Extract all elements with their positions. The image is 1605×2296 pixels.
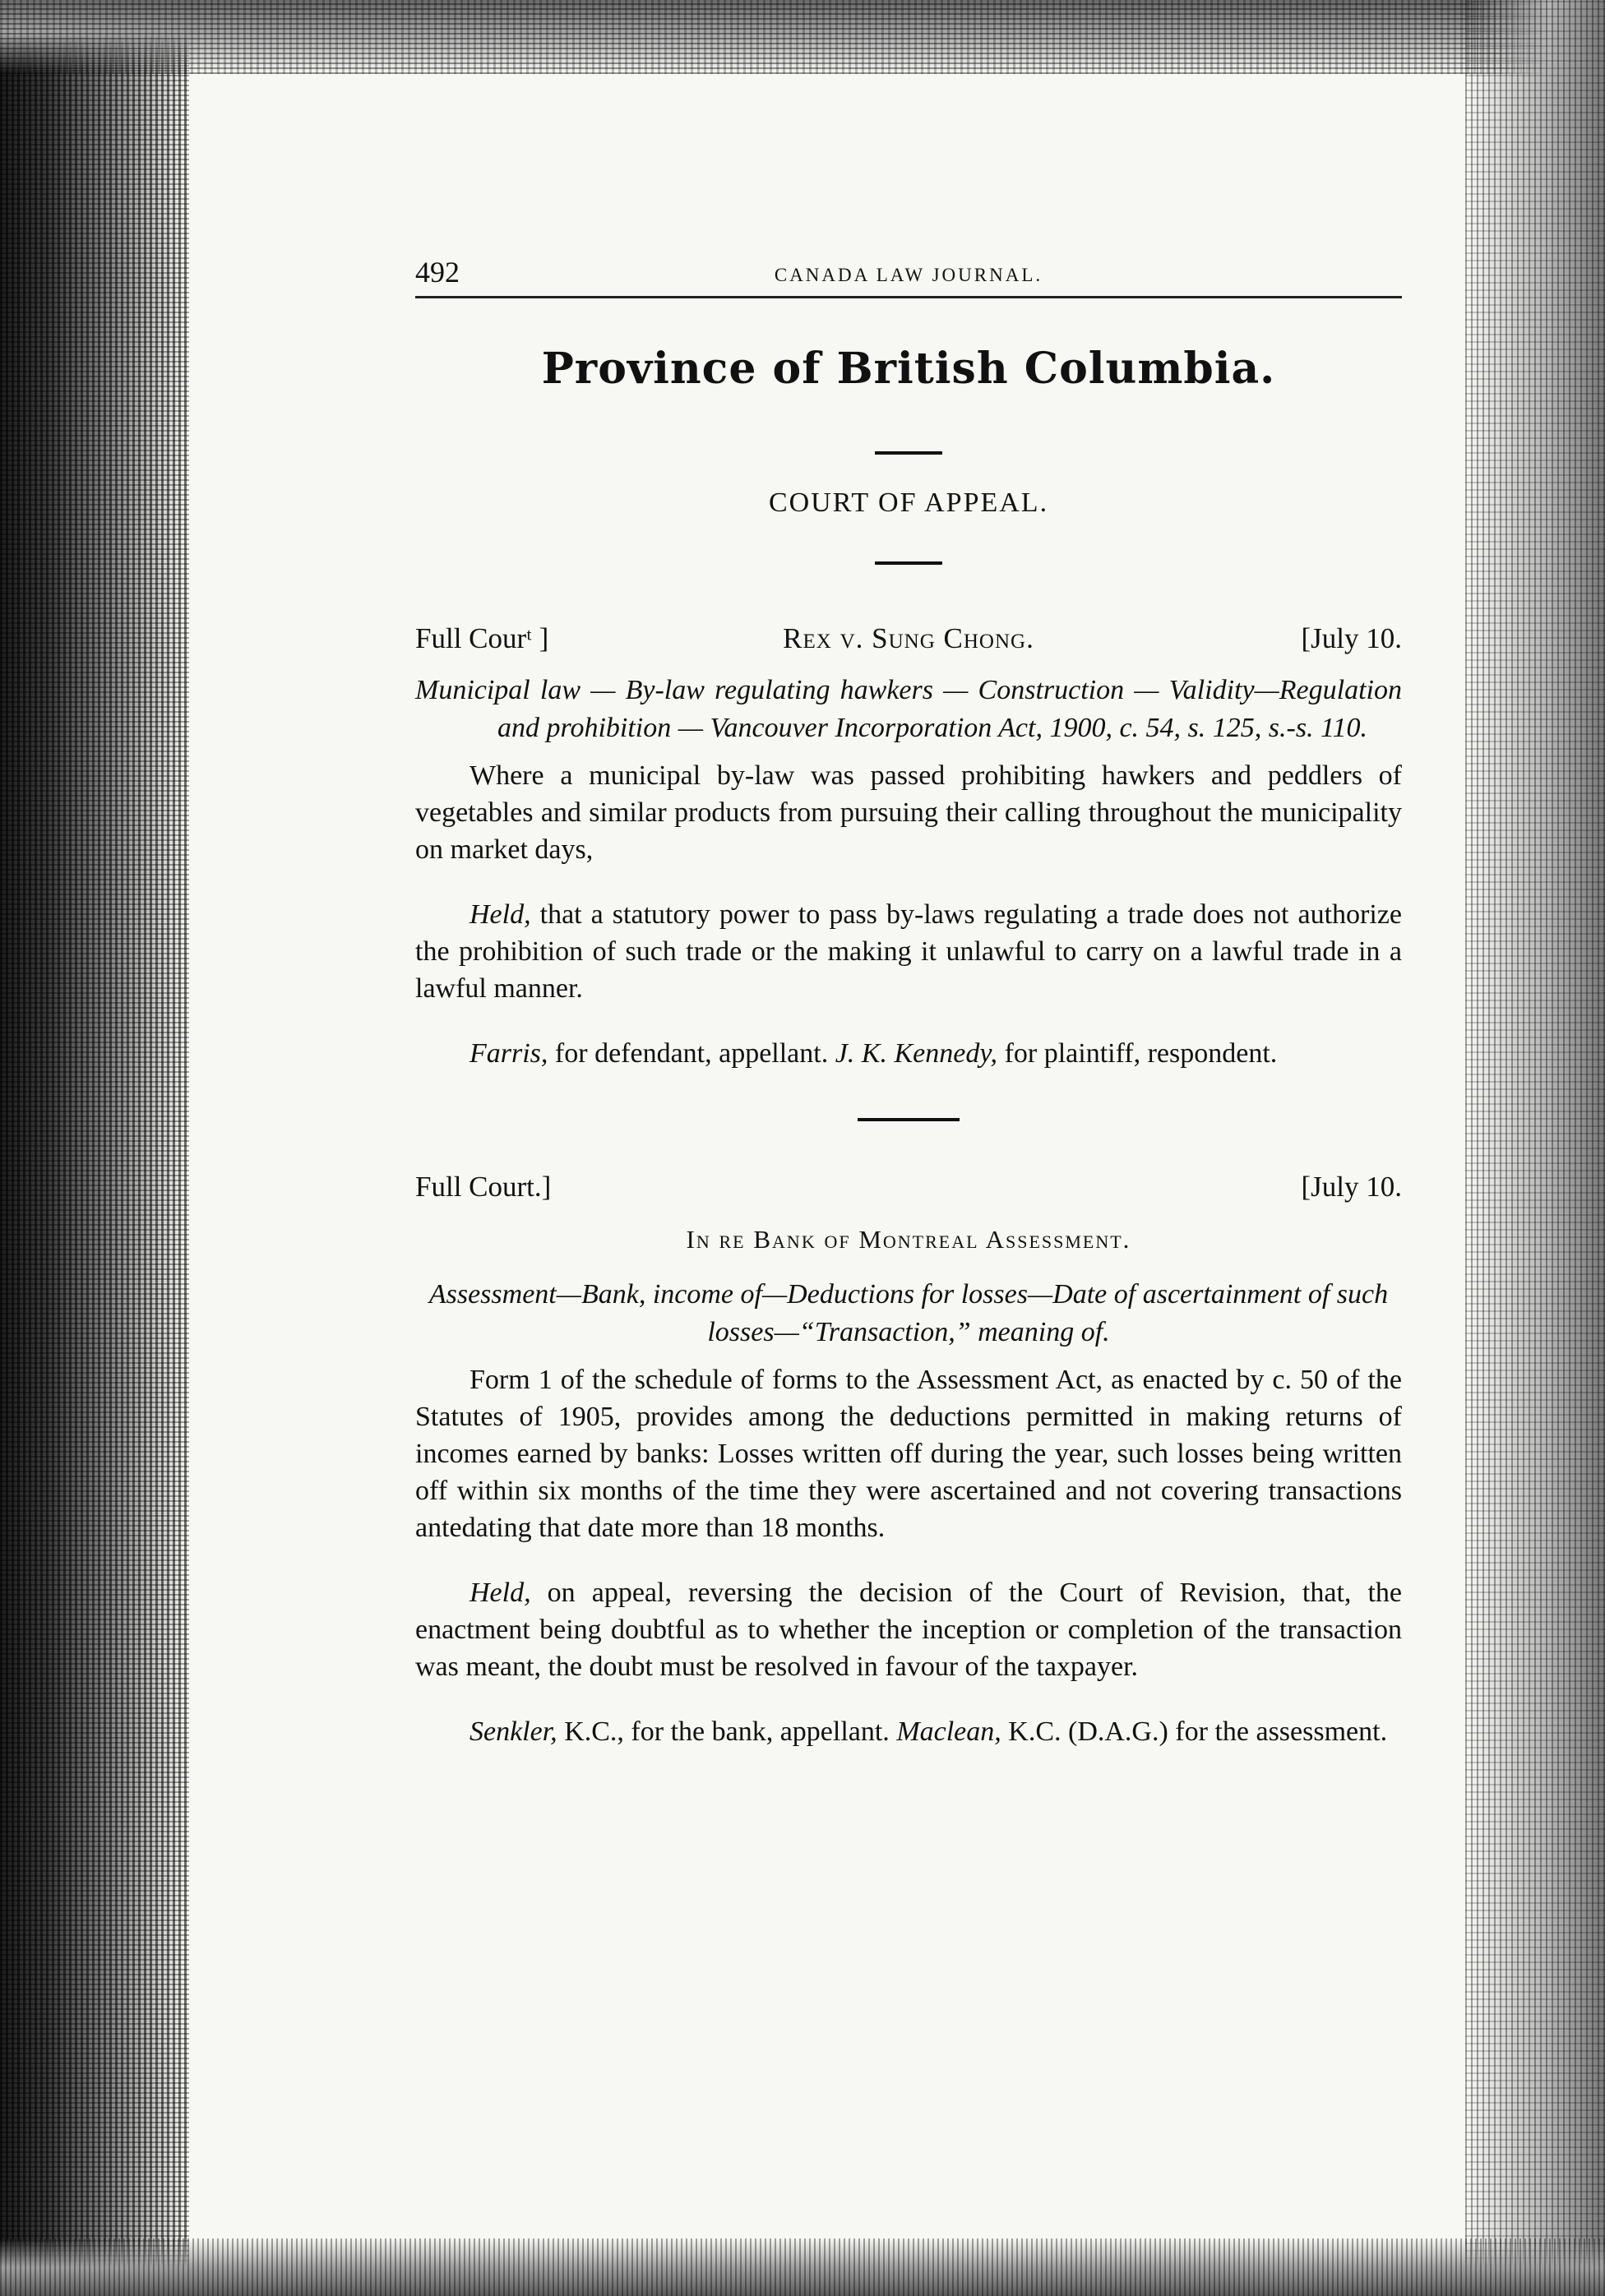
holding-text: on appeal, reversing the decision of the Court of Revision, that, the enactment being doubtful as to whether the inception or completion of the transaction was meant, the doubt must be resolved in favour of the taxpayer. — [415, 1578, 1402, 1682]
case2-court: Full Court.] — [415, 1171, 552, 1203]
counsel-name: Senkler, — [469, 1716, 557, 1747]
case1-heading — [415, 622, 1402, 663]
case1-counsel — [415, 1035, 1402, 1072]
holding-text: that a statutory power to pass by-laws regulating a trade does not authorize the prohibition of such trade or the making it unlawful to carry on a lawful trade in a lawful manner. — [415, 899, 1402, 1004]
counsel-role: for defendant, appellant. — [548, 1038, 835, 1069]
case2-heading — [415, 1171, 1402, 1212]
divider — [875, 561, 942, 565]
scan-edge-top — [0, 0, 1605, 74]
counsel-role: K.C. (D.A.G.) for the assessment. — [1001, 1716, 1388, 1747]
province-title: Province of British Columbia. — [541, 344, 1276, 394]
page-content — [415, 247, 1402, 1778]
case2-paragraph: Form 1 of the schedule of forms to the Assessment Act, as enacted by c. 50 of the Statutes of 1905, provides among the deductions permitted in making returns of incomes earned by banks: Losses written off during the year, such losses being written off within six months of the time they were ascertained and not covering transactions antedating that date more than 18 months. — [415, 1365, 1402, 1543]
running-header — [415, 247, 1402, 298]
case1-headnote: Municipal law — By-law regulating hawkers — Construction — Validity—Regulation and prohibition — Vancouver Incorporation Act, 1900, c. 54, s. 125, s.-s. 110. — [415, 675, 1402, 743]
counsel-role: K.C., for the bank, appellant. — [557, 1716, 897, 1747]
divider — [875, 451, 942, 455]
scan-edge-bottom — [0, 2238, 1605, 2296]
case2-date: [July 10. — [1301, 1171, 1402, 1203]
scan-edge-left — [0, 0, 189, 2296]
scan-edge-right — [1465, 0, 1605, 2296]
case1-date: [July 10. — [1301, 622, 1402, 654]
court-title: COURT OF APPEAL. — [768, 487, 1049, 518]
case2-name: In re Bank of Montreal Assessment. — [686, 1225, 1131, 1254]
case1-court: Full Courᵗ ] — [415, 622, 549, 654]
case1-holding — [415, 896, 1402, 1007]
counsel-role: for plaintiff, respondent. — [997, 1038, 1278, 1069]
case2-headnote: Assessment—Bank, income of—Deductions for losses—Date of ascertainment of such losses—“Transaction,” meaning of. — [428, 1279, 1389, 1347]
held-label: Held, — [469, 1578, 531, 1608]
case2-holding — [415, 1574, 1402, 1685]
journal-title: CANADA LAW JOURNAL. — [774, 265, 1043, 285]
counsel-name: J. K. Kennedy, — [835, 1038, 998, 1069]
case2-counsel — [415, 1713, 1402, 1750]
case1-name: Rex v. Sung Chong. — [783, 622, 1034, 654]
held-label: Held, — [469, 899, 531, 930]
counsel-name: Farris, — [469, 1038, 548, 1069]
divider — [858, 1118, 960, 1121]
page-number: 492 — [415, 256, 460, 289]
case1-paragraph: Where a municipal by-law was passed prohibiting hawkers and peddlers of vegetables and similar products from pursuing their calling throughout the municipality on market days, — [415, 760, 1402, 865]
counsel-name: Maclean, — [896, 1716, 1001, 1747]
